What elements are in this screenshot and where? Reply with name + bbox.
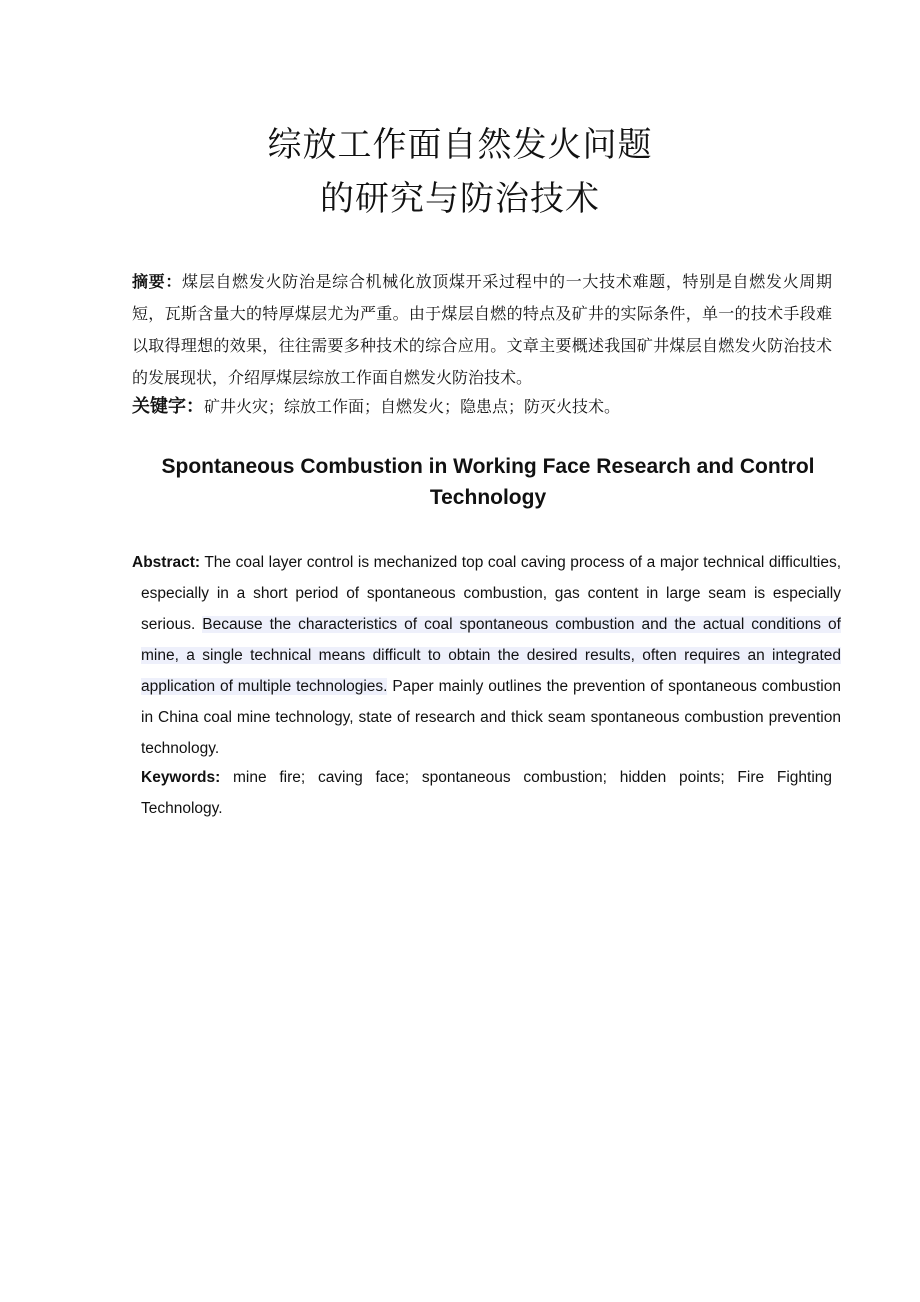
chinese-keywords-label: 关键字： xyxy=(132,396,204,417)
chinese-abstract-text: 煤层自燃发火防治是综合机械化放顶煤开采过程中的一大技术难题，特别是自燃发火周期短，瓦斯含量大的特厚煤层尤为严重。由于煤层自燃的特点及矿井的实际条件，单一的技术手段难以取得理想的效果，往往需要多种技术的综合应用。文章主要概述我国矿井煤层自燃发火防治技术的发展现状，介绍厚煤层综放工作面自燃发火防治技术。 xyxy=(132,272,832,387)
chinese-title-line-1: 综放工作面自然发火问题 xyxy=(267,125,653,165)
english-abstract xyxy=(132,547,841,764)
english-abstract-text-part-1: The coal layer control is mechanized top coal caving process of a major technical difficulties, especially in a short period of spontaneous combustion, gas content in large seam is especially serious. xyxy=(141,554,841,633)
chinese-keywords-text: 矿井火灾；综放工作面；自燃发火；隐患点；防灭火技术。 xyxy=(204,397,621,416)
chinese-abstract-label: 摘要： xyxy=(132,272,183,291)
english-keywords-label: Keywords: xyxy=(141,769,221,786)
english-title: Spontaneous Combustion in Working Face Research and Control Technology xyxy=(161,455,815,509)
english-abstract-text-part-2: Paper mainly outlines the prevention of spontaneous combustion in China coal mine technology, state of research and thick seam spontaneous combustion prevention technology. xyxy=(141,678,841,757)
english-abstract-selected-text[interactable]: Because the characteristics of coal spontaneous combustion and the actual conditions of mine, a single technical means difficult to obtain the desired results, often requires an integrated application of multiple technologies. xyxy=(141,616,841,695)
chinese-abstract xyxy=(132,266,832,394)
english-keywords xyxy=(141,762,832,824)
chinese-title-line-2: 的研究与防治技术 xyxy=(320,179,600,219)
chinese-keywords xyxy=(132,391,832,423)
english-keywords-text: mine fire; caving face; spontaneous combustion; hidden points; Fire Fighting Technology. xyxy=(141,769,832,817)
english-abstract-label: Abstract: xyxy=(132,554,201,571)
